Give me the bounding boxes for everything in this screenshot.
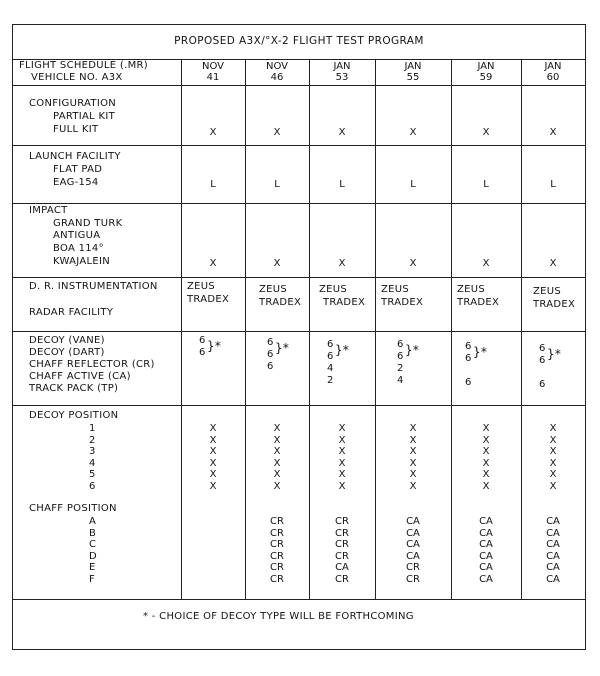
chaff-position-mark: CR bbox=[335, 550, 349, 562]
zeus-label: ZEUS bbox=[187, 281, 216, 292]
track-pack-label: TRACK PACK (TP) bbox=[29, 383, 119, 394]
decoy-position-mark: X bbox=[482, 457, 490, 469]
chaff-position-mark: CA bbox=[479, 539, 493, 551]
choice-brace-mark: }* bbox=[473, 345, 488, 359]
impact-mark: X bbox=[338, 258, 346, 269]
full-kit-mark: X bbox=[549, 127, 557, 138]
choice-brace-mark: }* bbox=[335, 343, 350, 357]
col-rule-4 bbox=[375, 59, 376, 599]
zeus-label: ZEUS bbox=[533, 286, 562, 297]
rule-header bbox=[13, 85, 585, 86]
zeus-label: ZEUS bbox=[319, 284, 348, 295]
ca-count: 6 bbox=[465, 377, 472, 388]
chaff-position-mark: CA bbox=[479, 574, 493, 585]
rule-positions bbox=[13, 599, 585, 600]
ca-count: 4 bbox=[397, 375, 404, 386]
chaff-position-letter: B bbox=[89, 527, 97, 539]
col-rule-2 bbox=[245, 59, 246, 599]
chaff-position-letter: D bbox=[89, 550, 98, 562]
decoy-position-number: 1 bbox=[89, 423, 96, 434]
decoy-position-number: 6 bbox=[89, 481, 96, 492]
vehicle-col-3: 53 bbox=[335, 72, 349, 83]
vehicle-col-6: 60 bbox=[546, 72, 560, 83]
decoy-position-mark: X bbox=[549, 423, 557, 434]
chaff-position-mark: CR bbox=[406, 562, 420, 574]
chaff-position-mark: CR bbox=[335, 574, 349, 585]
choice-brace-mark: }* bbox=[405, 343, 420, 357]
impact-title: IMPACT bbox=[29, 205, 68, 216]
chaff-position-mark: CR bbox=[270, 527, 284, 539]
decoy-position-mark: X bbox=[409, 469, 417, 481]
decoy-position-mark: X bbox=[549, 434, 557, 446]
impact-mark: X bbox=[482, 258, 490, 269]
dart-count: 6 bbox=[465, 353, 472, 364]
chaff-position-mark: CA bbox=[546, 527, 560, 539]
launch-mark: L bbox=[550, 179, 556, 190]
dart-count: 6 bbox=[199, 347, 206, 358]
impact-mark: X bbox=[273, 258, 281, 269]
decoy-position-mark: X bbox=[549, 446, 557, 458]
vehicle-label: VEHICLE NO. A3X bbox=[31, 72, 123, 83]
tradex-label: TRADEX bbox=[381, 297, 424, 308]
col-rule-1 bbox=[181, 59, 182, 599]
rule-instrumentation bbox=[13, 331, 585, 332]
grand-turk-label: GRAND TURK bbox=[53, 218, 123, 229]
choice-brace-mark: }* bbox=[207, 339, 222, 353]
decoy-position-mark: X bbox=[409, 481, 417, 492]
month-col-2: NOV bbox=[265, 61, 289, 72]
decoy-position-mark: X bbox=[209, 457, 217, 469]
decoy-position-number: 3 bbox=[89, 446, 96, 458]
decoy-position-mark: X bbox=[273, 481, 281, 492]
decoy-position-mark: X bbox=[549, 481, 557, 492]
boa-label: BOA 114° bbox=[53, 243, 104, 254]
decoy-position-mark: X bbox=[273, 423, 281, 434]
chaff-active-label: CHAFF ACTIVE (CA) bbox=[29, 371, 131, 382]
decoy-position-mark: X bbox=[482, 423, 490, 434]
decoy-position-mark: X bbox=[338, 457, 346, 469]
chaff-reflector-label: CHAFF REFLECTOR (CR) bbox=[29, 359, 155, 370]
footnote: * - CHOICE OF DECOY TYPE WILL BE FORTHCOMING bbox=[143, 611, 414, 622]
vehicle-col-4: 55 bbox=[406, 72, 420, 83]
decoy-position-mark: X bbox=[273, 434, 281, 446]
month-col-4: JAN bbox=[404, 61, 422, 72]
full-kit-mark: X bbox=[273, 127, 281, 138]
tradex-label: TRADEX bbox=[187, 294, 230, 305]
decoy-position-mark: X bbox=[209, 481, 217, 492]
launch-mark: L bbox=[410, 179, 416, 190]
dart-count: 6 bbox=[267, 349, 274, 360]
chaff-position-mark: CA bbox=[546, 516, 560, 527]
decoy-position-mark: X bbox=[338, 446, 346, 458]
radar-facility-label: RADAR FACILITY bbox=[29, 307, 114, 318]
decoy-position-mark: X bbox=[482, 481, 490, 492]
decoy-position-mark: X bbox=[409, 423, 417, 434]
decoy-position-mark: X bbox=[338, 481, 346, 492]
decoy-position-mark: X bbox=[209, 446, 217, 458]
chaff-position-mark: CA bbox=[479, 562, 493, 574]
decoy-position-mark: X bbox=[482, 469, 490, 481]
vane-count: 6 bbox=[397, 339, 404, 350]
chaff-position-mark: CA bbox=[546, 539, 560, 551]
chaff-position-mark: CA bbox=[546, 562, 560, 574]
col-rule-3 bbox=[309, 59, 310, 599]
chaff-position-mark: CR bbox=[335, 527, 349, 539]
vehicle-col-2: 46 bbox=[270, 72, 284, 83]
rule-impact bbox=[13, 277, 585, 278]
document-title: PROPOSED A3X/°X-2 FLIGHT TEST PROGRAM bbox=[174, 35, 424, 47]
impact-mark: X bbox=[209, 258, 217, 269]
cr-count: 4 bbox=[327, 363, 334, 374]
chaff-position-mark: CA bbox=[479, 527, 493, 539]
decoy-position-number: 2 bbox=[89, 434, 96, 446]
decoy-position-mark: X bbox=[409, 446, 417, 458]
chaff-position-mark: CA bbox=[406, 516, 420, 527]
chaff-position-mark: CA bbox=[546, 574, 560, 585]
zeus-label: ZEUS bbox=[381, 284, 410, 295]
chaff-position-mark: CR bbox=[270, 516, 284, 527]
chaff-position-mark: CA bbox=[479, 516, 493, 527]
decoy-position-title: DECOY POSITION bbox=[29, 410, 119, 421]
vane-count: 6 bbox=[327, 339, 334, 350]
decoy-vane-label: DECOY (VANE) bbox=[29, 335, 105, 346]
flat-pad-label: FLAT PAD bbox=[53, 164, 103, 175]
chaff-position-mark: CA bbox=[406, 527, 420, 539]
decoy-position-number: 4 bbox=[89, 457, 96, 469]
decoy-position-mark: X bbox=[409, 434, 417, 446]
antigua-label: ANTIGUA bbox=[53, 230, 101, 241]
kwajalein-label: KWAJALEIN bbox=[53, 256, 111, 267]
eag-154-label: EAG-154 bbox=[53, 177, 99, 188]
flight-test-program-table bbox=[12, 24, 586, 650]
decoy-position-mark: X bbox=[209, 423, 217, 434]
full-kit-mark: X bbox=[338, 127, 346, 138]
full-kit-mark: X bbox=[482, 127, 490, 138]
decoy-position-number: 5 bbox=[89, 469, 96, 481]
vane-count: 6 bbox=[465, 341, 472, 352]
zeus-label: ZEUS bbox=[457, 284, 486, 295]
chaff-position-mark: CA bbox=[479, 550, 493, 562]
tradex-label: TRADEX bbox=[457, 297, 500, 308]
decoy-position-mark: X bbox=[273, 446, 281, 458]
decoy-dart-label: DECOY (DART) bbox=[29, 347, 105, 358]
full-kit-mark: X bbox=[409, 127, 417, 138]
chaff-position-mark: CR bbox=[335, 516, 349, 527]
launch-mark: L bbox=[339, 179, 345, 190]
tradex-label: TRADEX bbox=[259, 297, 302, 308]
configuration-title: CONFIGURATION bbox=[29, 98, 117, 109]
col-rule-6 bbox=[521, 59, 522, 599]
vehicle-col-5: 59 bbox=[479, 72, 493, 83]
chaff-position-mark: CA bbox=[406, 539, 420, 551]
chaff-position-mark: CA bbox=[406, 550, 420, 562]
decoy-position-mark: X bbox=[409, 457, 417, 469]
decoy-position-mark: X bbox=[338, 469, 346, 481]
ca-count: 6 bbox=[539, 379, 546, 390]
decoy-position-mark: X bbox=[209, 469, 217, 481]
launch-mark: L bbox=[483, 179, 489, 190]
chaff-position-letter: F bbox=[89, 574, 96, 585]
full-kit-label: FULL KIT bbox=[53, 124, 99, 135]
chaff-position-mark: CR bbox=[270, 574, 284, 585]
decoy-position-mark: X bbox=[482, 446, 490, 458]
decoy-position-mark: X bbox=[549, 469, 557, 481]
impact-mark: X bbox=[409, 258, 417, 269]
choice-brace-mark: }* bbox=[547, 347, 562, 361]
vane-count: 6 bbox=[199, 335, 206, 346]
chaff-position-mark: CR bbox=[270, 539, 284, 551]
dart-count: 6 bbox=[397, 351, 404, 362]
rule-decoy bbox=[13, 405, 585, 406]
tradex-label: TRADEX bbox=[533, 299, 576, 310]
decoy-position-mark: X bbox=[273, 469, 281, 481]
partial-kit-label: PARTIAL KIT bbox=[53, 111, 116, 122]
vane-count: 6 bbox=[539, 343, 546, 354]
choice-brace-mark: }* bbox=[275, 341, 290, 355]
decoy-position-mark: X bbox=[549, 457, 557, 469]
instrumentation-title: D. R. INSTRUMENTATION bbox=[29, 281, 158, 292]
chaff-position-mark: CA bbox=[546, 550, 560, 562]
month-col-6: JAN bbox=[544, 61, 562, 72]
decoy-position-mark: X bbox=[482, 434, 490, 446]
month-col-3: JAN bbox=[333, 61, 351, 72]
decoy-position-mark: X bbox=[338, 423, 346, 434]
cr-count: 6 bbox=[267, 361, 274, 372]
month-col-1: NOV bbox=[201, 61, 225, 72]
chaff-position-mark: CR bbox=[406, 574, 420, 585]
chaff-position-letter: E bbox=[89, 562, 96, 574]
chaff-position-mark: CR bbox=[270, 550, 284, 562]
rule-configuration bbox=[13, 145, 585, 146]
vehicle-col-1: 41 bbox=[206, 72, 220, 83]
flight-schedule-label: FLIGHT SCHEDULE (.MR) bbox=[19, 60, 148, 71]
launch-mark: L bbox=[210, 179, 216, 190]
dart-count: 6 bbox=[327, 351, 334, 362]
chaff-position-mark: CR bbox=[335, 539, 349, 551]
chaff-position-mark: CA bbox=[335, 562, 349, 574]
chaff-position-letter: C bbox=[89, 539, 97, 551]
col-rule-5 bbox=[451, 59, 452, 599]
tradex-label: TRADEX bbox=[323, 297, 366, 308]
decoy-position-mark: X bbox=[209, 434, 217, 446]
launch-facility-title: LAUNCH FACILITY bbox=[29, 151, 121, 162]
launch-mark: L bbox=[274, 179, 280, 190]
vane-count: 6 bbox=[267, 337, 274, 348]
chaff-position-mark: CR bbox=[270, 562, 284, 574]
chaff-position-letter: A bbox=[89, 516, 97, 527]
ca-count: 2 bbox=[327, 375, 334, 386]
month-col-5: JAN bbox=[477, 61, 495, 72]
full-kit-mark: X bbox=[209, 127, 217, 138]
cr-count: 2 bbox=[397, 363, 404, 374]
impact-mark: X bbox=[549, 258, 557, 269]
zeus-label: ZEUS bbox=[259, 284, 288, 295]
chaff-position-title: CHAFF POSITION bbox=[29, 503, 117, 514]
rule-launch bbox=[13, 203, 585, 204]
decoy-position-mark: X bbox=[338, 434, 346, 446]
dart-count: 6 bbox=[539, 355, 546, 366]
decoy-position-mark: X bbox=[273, 457, 281, 469]
